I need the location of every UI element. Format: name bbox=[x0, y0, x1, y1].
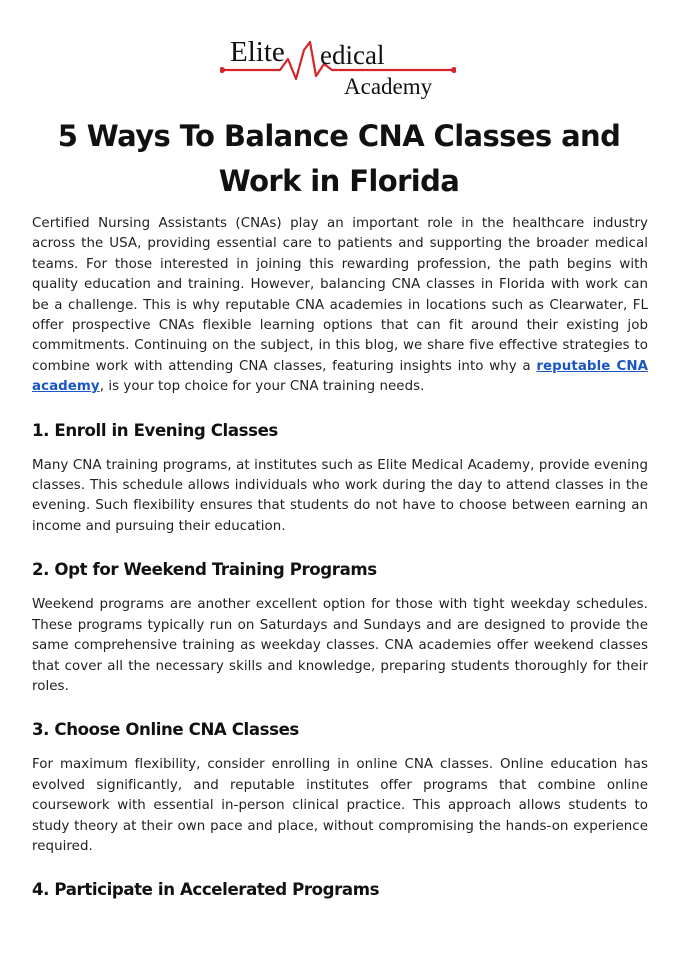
page-title: 5 Ways To Balance CNA Classes and Work in Florida bbox=[57, 119, 621, 198]
intro-paragraph bbox=[32, 214, 648, 398]
elite-medical-academy-logo bbox=[220, 34, 456, 102]
section-body-evening-classes: Many CNA training programs, at institutes such as Elite Medical Academy, provide evening classes. This schedule allows individuals who work during the day to attend classes in the evening. Such flexibility ensures that students do not have to choose between earning an income and pursuing their education. bbox=[32, 457, 648, 534]
section-heading-weekend-programs: 2. Opt for Weekend Training Programs bbox=[32, 560, 377, 580]
section-body-weekend-programs: Weekend programs are another excellent option for those with tight weekday schedules. These programs typically run on Saturdays and Sundays and are designed to provide the same comprehensive training as weekday classes. CNA academies offer weekend classes that cover all the necessary skills and knowledge, preparing students thoroughly for their roles. bbox=[32, 597, 648, 694]
section-heading-online-classes: 3. Choose Online CNA Classes bbox=[32, 720, 299, 740]
intro-text-before-link: Certified Nursing Assistants (CNAs) play an important role in the healthcare industry across the USA, providing essential care to patients and supporting the broader medical teams. For those interested in joining this rewarding profession, the path begins with quality education and training. However, balancing CNA classes in Florida with work can be a challenge. This is why reputable CNA academies in locations such as Clearwater, FL offer prospective CNAs flexible learning options that can fit around their existing job commitments. Continuing on the subject, in this blog, we share five effective strategies to combine work with attending CNA classes, featuring insights into why a bbox=[32, 216, 648, 374]
article-body bbox=[32, 214, 648, 915]
intro-text-after-link: , is your top choice for your CNA training needs. bbox=[99, 379, 425, 395]
logo-word-academy: Academy bbox=[344, 74, 433, 99]
logo-word-elite: Elite bbox=[230, 36, 285, 68]
section-heading-evening-classes: 1. Enroll in Evening Classes bbox=[32, 420, 278, 440]
heartbeat-right-dot bbox=[451, 67, 456, 73]
heartbeat-left-dot bbox=[220, 67, 225, 73]
logo-word-medical: edical bbox=[320, 40, 385, 70]
section-body-online-classes: For maximum flexibility, consider enrolling in online CNA classes. Online education has evolved significantly, and reputable institutes offer programs that combine online coursework with essential in-person clinical practice. This approach allows students to study theory at their own pace and place, without compromising the hands-on experience required. bbox=[32, 757, 648, 854]
logo-graphic bbox=[220, 34, 456, 102]
reputable-cna-academy-link[interactable]: reputable CNA academy bbox=[32, 358, 648, 395]
section-heading-accelerated-programs: 4. Participate in Accelerated Programs bbox=[32, 880, 380, 900]
